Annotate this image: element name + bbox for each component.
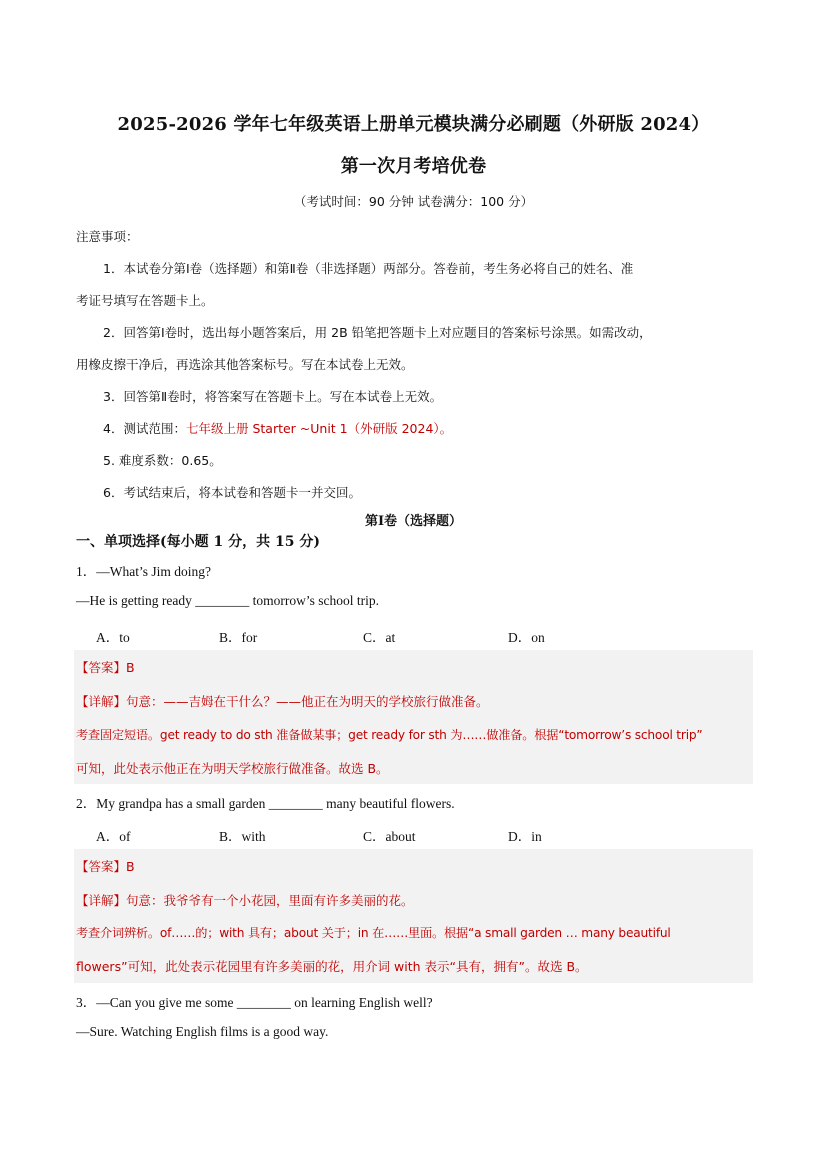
note-item-2-cont: 用橡皮擦干净后，再选涂其他答案标号。写在本试卷上无效。 bbox=[76, 357, 414, 372]
question-2-stem: 2．My grandpa has a small garden ________ many beautiful flowers. bbox=[76, 796, 455, 811]
note-item-6: 6．考试结束后，将本试卷和答题卡一并交回。 bbox=[103, 485, 361, 500]
question-3-stem-2: —Sure. Watching English films is a good way. bbox=[76, 1024, 329, 1039]
note-item-1: 1．本试卷分第Ⅰ卷（选择题）和第Ⅱ卷（非选择题）两部分。答卷前，考生务必将自己的姓名、准 bbox=[103, 261, 634, 276]
question-1-stem: 1．—What’s Jim doing? bbox=[76, 564, 211, 579]
note-item-4-prefix: 4．测试范围： bbox=[103, 421, 186, 436]
question-1-stem-2: —He is getting ready ________ tomorrow’s school trip. bbox=[76, 593, 379, 608]
page-subtitle: 第一次月考培优卷 bbox=[340, 156, 487, 177]
question-2-detail: 【详解】句意：我爷爷有一个小花园，里面有许多美丽的花。 bbox=[76, 893, 414, 908]
note-item-2: 2．回答第Ⅰ卷时，选出每小题答案后，用 2B 铅笔把答题卡上对应题目的答案标号涂黑。如需改动， bbox=[103, 325, 652, 340]
question-2-option-a: A．of bbox=[96, 829, 131, 844]
question-1-answer: 【答案】B bbox=[76, 660, 135, 675]
question-1-option-c: C．at bbox=[363, 630, 396, 645]
question-1-option-d: D．on bbox=[508, 630, 545, 645]
question-2-option-d: D．in bbox=[508, 829, 542, 844]
question-2-option-b: B．with bbox=[219, 829, 266, 844]
question-3-stem: 3．—Can you give me some ________ on learning English well? bbox=[76, 995, 433, 1010]
note-item-1-cont: 考证号填写在答题卡上。 bbox=[76, 293, 214, 308]
page-title: 2025-2026 学年七年级英语上册单元模块满分必刷题（外研版 2024） bbox=[117, 114, 710, 135]
question-2-option-c: C．about bbox=[363, 829, 416, 844]
note-item-3: 3．回答第Ⅱ卷时，将答案写在答题卡上。写在本试卷上无效。 bbox=[103, 389, 443, 404]
note-item-5: 5. 难度系数：0.65。 bbox=[103, 453, 222, 468]
question-2-answer: 【答案】B bbox=[76, 859, 135, 874]
part-title: 一、单项选择(每小题 1 分，共 15 分) bbox=[76, 534, 320, 550]
question-1-detail-3: 可知，此处表示他正在为明天学校旅行做准备。故选 B。 bbox=[76, 761, 389, 776]
question-1-detail-2: 考查固定短语。get ready to do sth 准备做某事；get ready for sth 为……做准备。根据“tomorrow’s school trip” bbox=[76, 728, 703, 742]
exam-info: （考试时间：90 分钟 试卷满分：100 分） bbox=[293, 194, 534, 209]
question-2-detail-3: flowers”可知，此处表示花园里有许多美丽的花，用介词 with 表示“具有，拥有”。故选 B。 bbox=[76, 959, 588, 974]
question-2-detail-2: 考查介词辨析。of……的；with 具有；about 关于；in 在……里面。根据“a small garden … many beautiful bbox=[76, 926, 671, 940]
question-1-detail: 【详解】句意：——吉姆在干什么？——他正在为明天的学校旅行做准备。 bbox=[76, 694, 489, 709]
note-item-4 bbox=[103, 419, 452, 437]
question-1-option-a: A．to bbox=[96, 630, 130, 645]
test-scope: 七年级上册 Starter ~Unit 1（外研版 2024）。 bbox=[185, 421, 453, 436]
section-title: 第Ⅰ卷（选择题） bbox=[364, 514, 463, 529]
question-1-option-b: B．for bbox=[219, 630, 258, 645]
notes-heading: 注意事项： bbox=[76, 229, 139, 244]
